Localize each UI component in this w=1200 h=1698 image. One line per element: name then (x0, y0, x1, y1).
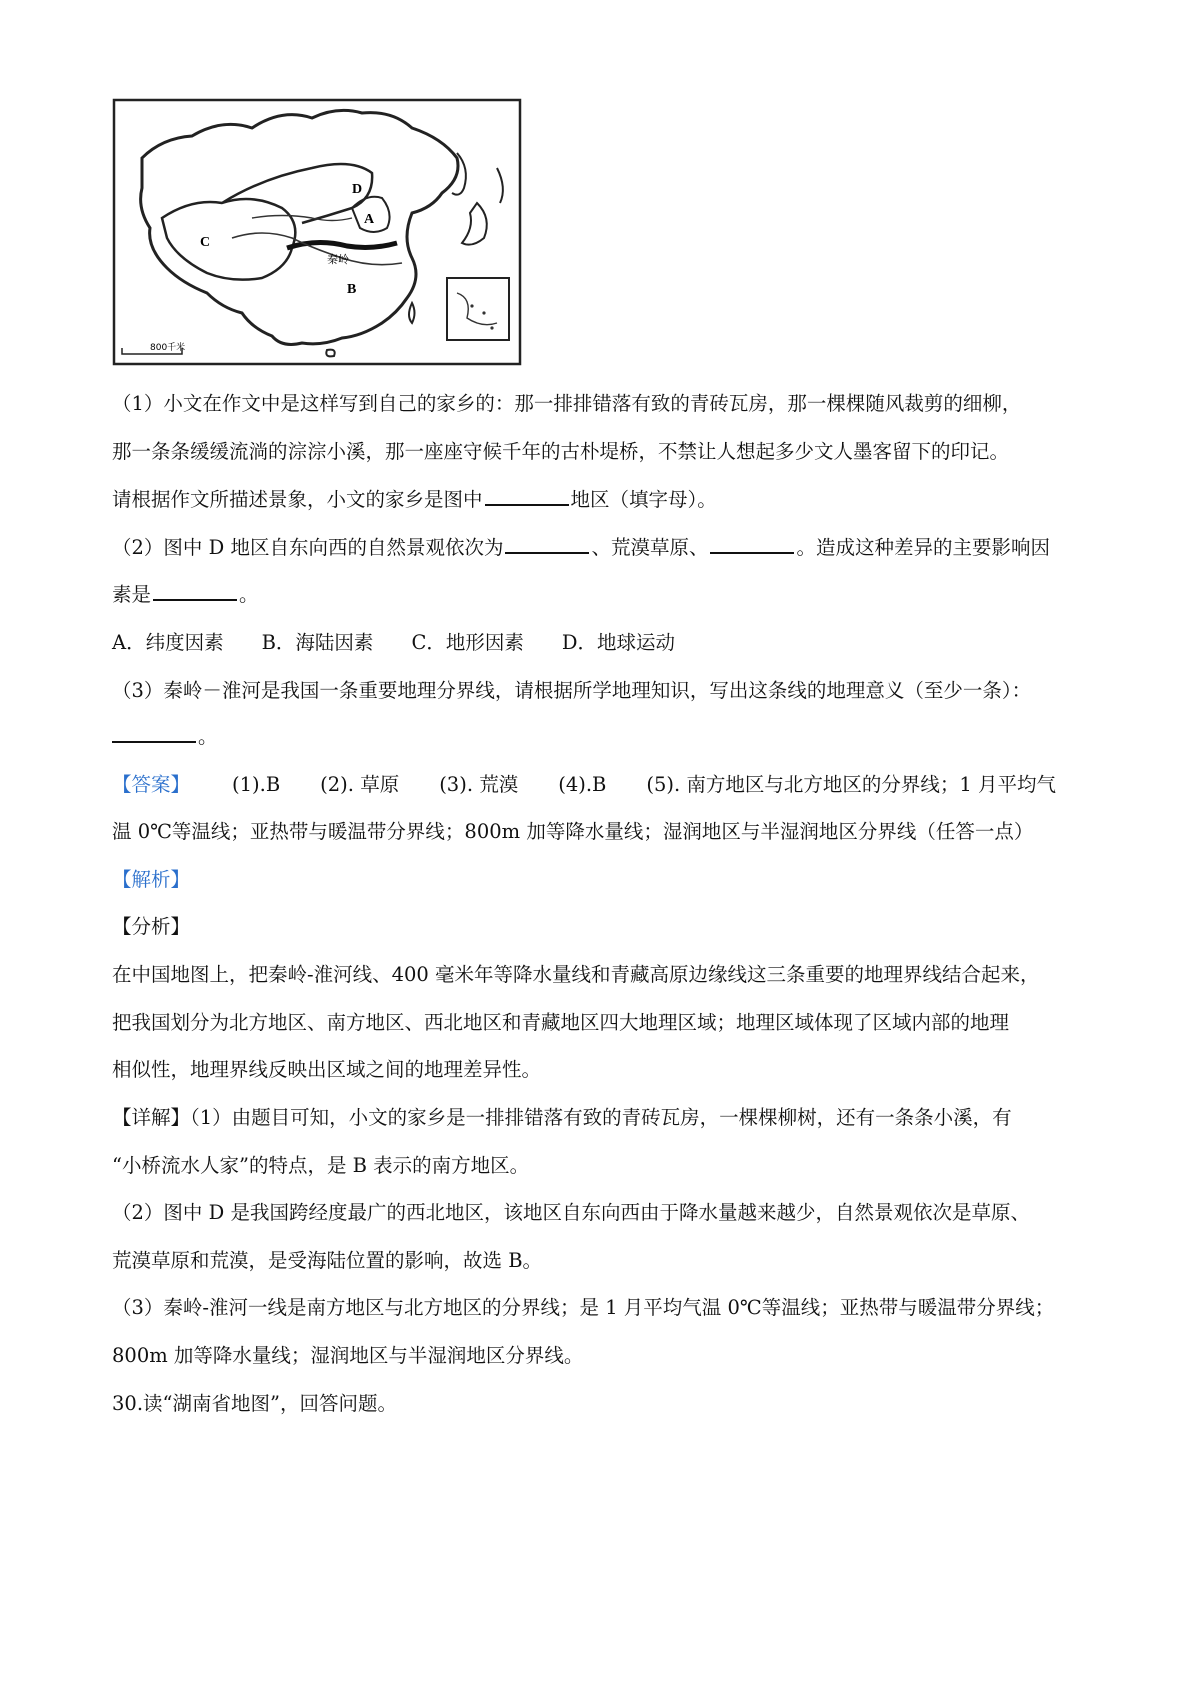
q2-option-d[interactable]: D．地球运动 (561, 631, 675, 654)
q2-line-2-text-a: 素是 (112, 583, 152, 606)
answer-tag: 【答案】 (112, 773, 191, 796)
q2-line-2-text-b: 。 (239, 583, 259, 606)
map-label-qinling: 秦岭 (327, 253, 349, 266)
q1-line-3-text-b: 地区（填字母）。 (570, 488, 717, 511)
q1-answer-blank[interactable] (485, 485, 569, 506)
q2-line-1 (112, 533, 1102, 563)
china-region-map (112, 98, 522, 366)
xiangjie-line-3: （2）图中 D 是我国跨经度最广的西北地区，该地区自东向西由于降水量越来越少，自然景观依次是草原、 (112, 1201, 1030, 1224)
q2-line-1-text-b: 、荒漠草原、 (591, 536, 709, 559)
jiexi-tag: 【解析】 (112, 868, 191, 891)
q2-blank-2[interactable] (710, 533, 794, 554)
map-label-d: D (352, 182, 363, 197)
answer-item-2: (2). 草原 (320, 773, 400, 796)
xiangjie-line-1 (112, 1103, 1102, 1133)
q2-line-1-text-c: 。造成这种差异的主要影响因 (796, 536, 1050, 559)
q1-line-3 (112, 485, 1102, 515)
xiangjie-line-2: “小桥流水人家”的特点，是 B 表示的南方地区。 (112, 1154, 530, 1177)
q1-line-3-text-a: 请根据作文所描述景象，小文的家乡是图中 (112, 488, 483, 511)
q2-line-2 (112, 580, 1102, 610)
q2-blank-3[interactable] (153, 580, 237, 601)
q3-line-2-end: 。 (198, 725, 218, 748)
q3-line-1: （3）秦岭－淮河是我国一条重要地理分界线，请根据所学地理知识，写出这条线的地理意义（至少一条）： (112, 679, 1032, 702)
fenxi-tag: 【分析】 (112, 915, 191, 938)
map-label-c: C (200, 235, 211, 250)
answer-item-3: (3). 荒漠 (439, 773, 519, 796)
q1-line-1: （1）小文在作文中是这样写到自己的家乡的：那一排排错落有致的青砖瓦房，那一棵棵随风裁剪的细柳， (112, 392, 1022, 415)
q2-option-a[interactable]: A．纬度因素 (112, 631, 224, 654)
q1-line-2: 那一条条缓缓流淌的淙淙小溪，那一座座守候千年的古朴堤桥，不禁让人想起多少文人墨客留下的印记。 (112, 440, 1010, 463)
map-label-a: A (364, 212, 375, 227)
answer-line-1 (112, 770, 1102, 800)
fenxi-line-2: 把我国划分为北方地区、南方地区、西北地区和青藏地区四大地理区域；地理区域体现了区域内部的地理 (112, 1011, 1010, 1034)
q2-option-c[interactable]: C．地形因素 (411, 631, 524, 654)
answer-item-5: (5). 南方地区与北方地区的分界线；1 月平均气 (646, 773, 1057, 796)
china-map-drawing (112, 98, 522, 366)
answer-line-2: 温 0℃等温线；亚热带与暖温带分界线；800m 加等降水量线；湿润地区与半湿润地区分界线（任答一点） (112, 820, 1034, 843)
question-30: 30.读“湖南省地图”，回答问题。 (112, 1392, 397, 1415)
q2-options (112, 628, 1102, 658)
map-label-b: B (347, 282, 357, 297)
xiangjie-line-4: 荒漠草原和荒漠，是受海陆位置的影响，故选 B。 (112, 1249, 543, 1272)
xiangjie-tag: 【详解】 (112, 1106, 191, 1129)
q2-blank-1[interactable] (505, 533, 589, 554)
xiangjie-line-1-text: （1）由题目可知，小文的家乡是一排排错落有致的青砖瓦房，一棵棵柳树，还有一条条小溪，有 (190, 1106, 1012, 1129)
q3-line-2 (112, 722, 1102, 752)
xiangjie-line-5: （3）秦岭-淮河一线是南方地区与北方地区的分界线；是 1 月平均气温 0℃等温线；亚热带与暖温带分界线； (112, 1296, 1055, 1319)
map-scale-label: 800千米 (150, 343, 186, 353)
answer-item-1: (1).B (232, 773, 281, 796)
fenxi-line-3: 相似性，地理界线反映出区域之间的地理差异性。 (112, 1058, 542, 1081)
q3-answer-blank[interactable] (112, 722, 196, 743)
answer-item-4: (4).B (558, 773, 607, 796)
fenxi-line-1: 在中国地图上，把秦岭-淮河线、400 毫米年等降水量线和青藏高原边缘线这三条重要的地理界线结合起来， (112, 963, 1040, 986)
xiangjie-line-6: 800m 加等降水量线；湿润地区与半湿润地区分界线。 (112, 1344, 584, 1367)
q2-option-b[interactable]: B．海陆因素 (261, 631, 374, 654)
q2-line-1-text-a: （2）图中 D 地区自东向西的自然景观依次为 (112, 536, 504, 559)
